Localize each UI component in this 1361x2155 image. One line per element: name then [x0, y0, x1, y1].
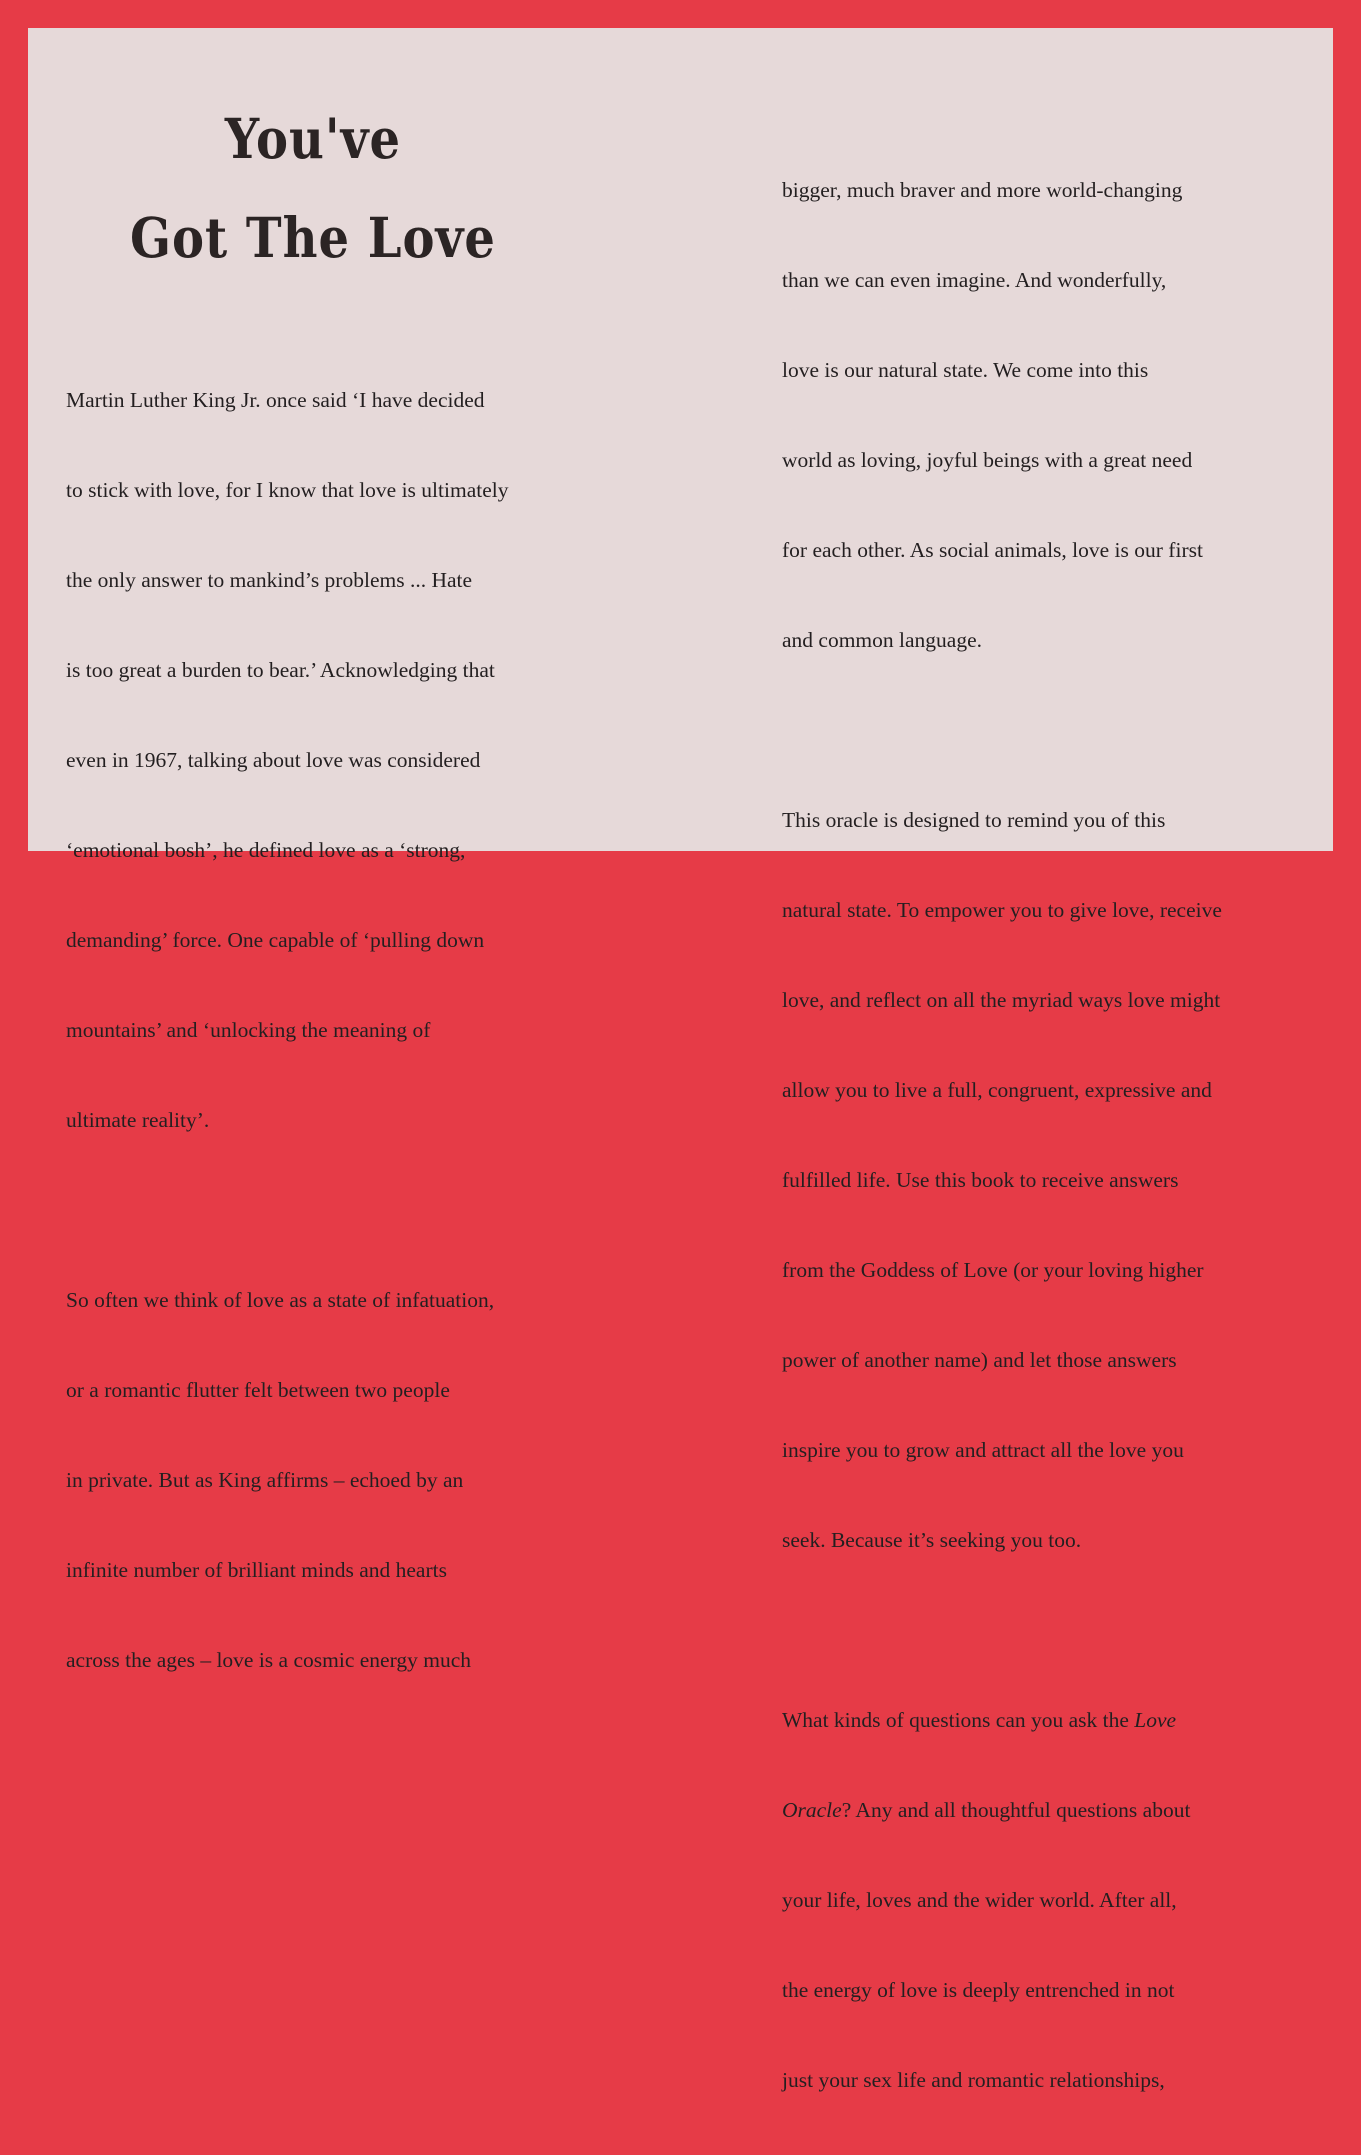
- text-line: allow you to live a full, congruent, expressive and: [782, 1078, 1212, 1102]
- text-segment: ? Any and all thoughtful questions about: [841, 1798, 1191, 1822]
- text-line: power of another name) and let those answers: [782, 1348, 1177, 1372]
- text-line: mountains’ and ‘unlocking the meaning of: [66, 1018, 431, 1042]
- text-line: the only answer to mankind’s problems ... Hate: [66, 568, 473, 592]
- text-line: ultimate reality’.: [66, 1108, 210, 1132]
- text-line: the energy of love is deeply entrenched in not: [782, 1978, 1175, 2002]
- text-line: This oracle is designed to remind you of this: [782, 808, 1166, 832]
- text-line: than we can even imagine. And wonderfully,: [782, 268, 1167, 292]
- left-column: [66, 325, 508, 1735]
- text-line: seek. Because it’s seeking you too.: [782, 1528, 1082, 1552]
- right-column: [782, 115, 1222, 2155]
- text-line: and common language.: [782, 628, 983, 652]
- text-line: Martin Luther King Jr. once said ‘I have decided: [66, 388, 485, 412]
- paragraph-1: [66, 325, 508, 1195]
- paragraph-5: [782, 1645, 1222, 2155]
- book-title-italic: Love: [1134, 1708, 1177, 1732]
- text-line: in private. But as King affirms – echoed by an: [66, 1468, 464, 1492]
- chapter-title-line-1: You've: [224, 107, 402, 172]
- text-line: [782, 1795, 1222, 1825]
- text-line: from the Goddess of Love (or your loving higher: [782, 1258, 1204, 1282]
- paragraph-3: [782, 115, 1222, 715]
- paragraph-2: [66, 1225, 508, 1735]
- text-line: infinite number of brilliant minds and hearts: [66, 1558, 447, 1582]
- book-page: [28, 28, 1333, 2092]
- text-line: So often we think of love as a state of infatuation,: [66, 1288, 495, 1312]
- chapter-title-line-2: Got The Love: [130, 206, 496, 271]
- paragraph-4: [782, 745, 1222, 1615]
- text-segment: What kinds of questions can you ask the: [782, 1708, 1135, 1732]
- text-line: demanding’ force. One capable of ‘pulling down: [66, 928, 485, 952]
- text-line: your life, loves and the wider world. After all,: [782, 1888, 1177, 1912]
- text-line: love, and reflect on all the myriad ways love might: [782, 988, 1221, 1012]
- chapter-title: [128, 90, 498, 288]
- text-line: even in 1967, talking about love was considered: [66, 748, 481, 772]
- book-title-italic: Oracle: [782, 1798, 842, 1822]
- text-line: bigger, much braver and more world-changing: [782, 178, 1183, 202]
- text-line: is too great a burden to bear.’ Acknowledging that: [66, 658, 495, 682]
- text-line: to stick with love, for I know that love is ultimately: [66, 478, 509, 502]
- text-line: fulfilled life. Use this book to receive answers: [782, 1168, 1179, 1192]
- text-line: world as loving, joyful beings with a great need: [782, 448, 1193, 472]
- text-line: across the ages – love is a cosmic energy much: [66, 1648, 471, 1672]
- text-line: natural state. To empower you to give love, receive: [782, 898, 1222, 922]
- text-line: or a romantic flutter felt between two people: [66, 1378, 450, 1402]
- text-line: [782, 1705, 1222, 1735]
- text-line: inspire you to grow and attract all the love you: [782, 1438, 1184, 1462]
- text-line: just your sex life and romantic relationships,: [782, 2068, 1165, 2092]
- text-line: for each other. As social animals, love is our first: [782, 538, 1203, 562]
- text-line: love is our natural state. We come into this: [782, 358, 1149, 382]
- text-line: ‘emotional bosh’, he defined love as a ‘strong,: [66, 838, 466, 862]
